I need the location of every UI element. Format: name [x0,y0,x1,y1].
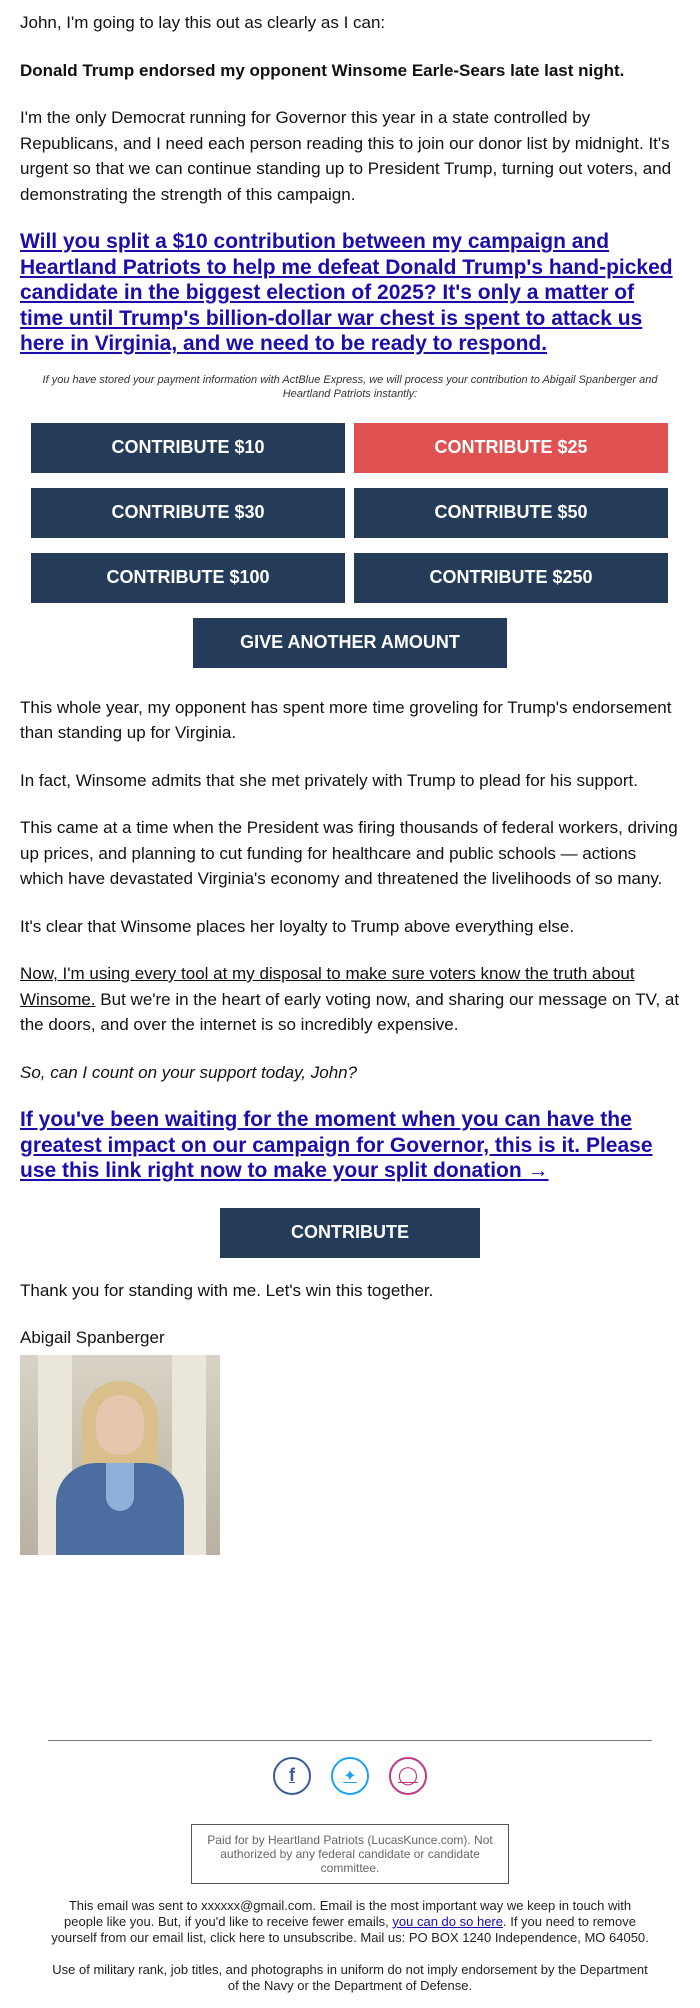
thank-you-text: Thank you for standing with me. Let's win this together. [20,1280,434,1300]
give-another-amount-button[interactable]: GIVE ANOTHER AMOUNT [193,618,507,668]
impact-donation-link[interactable]: If you've been waiting for the moment when you can have the greatest impact on our campaign for Governor, this is it. Please use this link right now to make your split donation → [20,1108,653,1182]
paragraph-groveling: This whole year, my opponent has spent more time groveling for Trump's endorsement than standing up for Virginia. [20,697,672,742]
facebook-icon[interactable]: f [273,1757,311,1795]
actblue-express-note: If you have stored your payment information with ActBlue Express, we will process your contribution to Abigail Spanberger and Heartland Patriots instantly: [42,373,658,400]
contribute-button[interactable]: CONTRIBUTE [220,1208,480,1258]
support-question: So, can I count on your support today, John? [20,1062,358,1082]
contribute-25-button[interactable]: CONTRIBUTE $25 [354,423,668,473]
signature: Abigail Spanberger [20,1328,165,1347]
fewer-emails-link[interactable]: you can do so here [392,1913,503,1929]
greeting: John, I'm going to lay this out as clearly as I can: [20,13,386,32]
recipient-email: xxxxxx@gmail.com [201,1897,313,1913]
contribute-10-button[interactable]: CONTRIBUTE $10 [31,423,345,473]
instagram-icon[interactable]: ◯ [389,1757,427,1795]
paragraph-tools-rest: But we're in the heart of early voting now, and sharing our message on TV, at the doors, and over the internet is so incredibly expensive. [20,989,680,1034]
twitter-icon[interactable]: ✦ [331,1757,369,1795]
notice-middle: . Email is the most important way we keep in touch with people like you. But, if you'd like to receive fewer emails, [64,1897,632,1929]
paid-for-disclaimer: Paid for by Heartland Patriots (LucasKunce.com). Not authorized by any federal candidate or candidate committee. [191,1824,509,1884]
paragraph-federal-workers: This came at a time when the President was firing thousands of federal workers, driving up prices, and planning to cut funding for healthcare and public schools — actions which have devastated Virginia's economy and threatened the livelihoods of so many. [20,818,678,888]
intro-paragraph: I'm the only Democrat running for Governor this year in a state controlled by Republicans, and I need each person reading this to join our donor list by midnight. It's urgent so that we can continue standing up to President Trump, turning out voters, and demonstrating the strength of this campaign. [20,108,672,204]
contribute-100-button[interactable]: CONTRIBUTE $100 [31,553,345,603]
email-body [20,0,680,1994]
notice-suffix: . If you need to remove yourself from our email list, click here to unsubscribe. Mail us: PO BOX 1240 Independence, MO 64050. [51,1913,649,1945]
underlined-text: Now, I'm using every tool at my disposal to make sure voters know the truth about Winsome. [20,964,635,1009]
paragraph-tools [20,961,680,1038]
headline: Donald Trump endorsed my opponent Winsome Earle-Sears late last night. [20,60,625,80]
split-contribution-link[interactable]: Will you split a $10 contribution between my campaign and Heartland Patriots to help me defeat Donald Trump's hand-picked candidate in the biggest election of 2025? It's only a matter of time until Trump's billion-dollar war chest is spent to attack us here in Virginia, and we need to be ready to respond. [20,230,673,355]
contribution-button-grid [20,423,680,603]
paragraph-loyalty: It's clear that Winsome places her loyalty to Trump above everything else. [20,916,575,936]
notice-prefix: This email was sent to [68,1897,202,1913]
footer-divider [48,1740,652,1741]
military-disclaimer: Use of military rank, job titles, and photographs in uniform do not imply endorsement by the Department of the Navy or the Department of Defense. [52,1961,648,1993]
contribute-30-button[interactable]: CONTRIBUTE $30 [31,488,345,538]
contribute-250-button[interactable]: CONTRIBUTE $250 [354,553,668,603]
social-links [20,1757,680,1795]
contribute-50-button[interactable]: CONTRIBUTE $50 [354,488,668,538]
candidate-portrait [20,1355,220,1555]
email-notice [50,1898,650,1946]
footer [20,1740,680,1994]
paragraph-private-meeting: In fact, Winsome admits that she met privately with Trump to plead for his support. [20,770,638,790]
